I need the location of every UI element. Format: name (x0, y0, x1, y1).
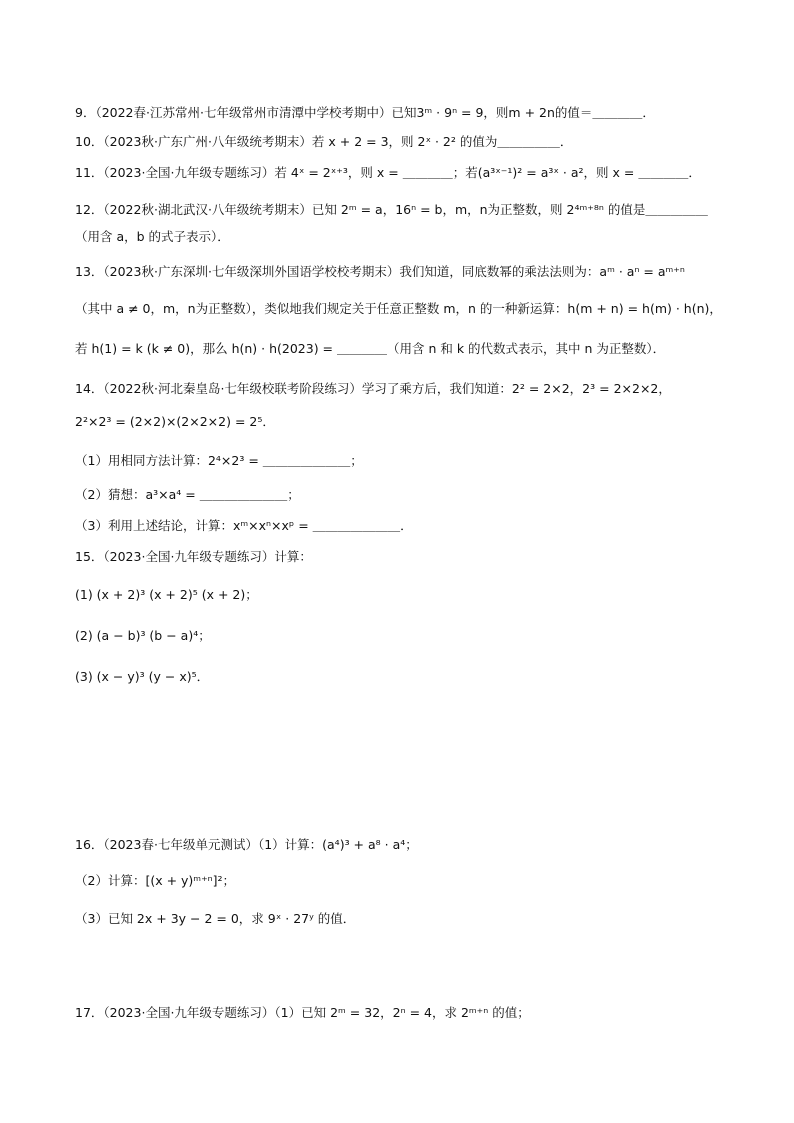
problem-13-line-1: 13．（2023秋·广东深圳·七年级深圳外国语学校校考期末）我们知道，同底数幂的乘法法则为：aᵐ · aⁿ = aᵐ⁺ⁿ (75, 264, 685, 279)
problem-15-part-1: (1) (x + 2)³ (x + 2)⁵ (x + 2)； (75, 587, 258, 602)
problem-14-line-1: 14．（2022秋·河北秦皇岛·七年级校联考阶段练习）学习了乘方后，我们知道：2² = 2×2，2³ = 2×2×2， (75, 381, 671, 396)
problem-16-part-1: 16．（2023春·七年级单元测试）（1）计算：(a⁴)³ + a⁸ · a⁴； (75, 837, 418, 852)
problem-15-part-2: (2) (a − b)³ (b − a)⁴； (75, 628, 211, 643)
problem-12-line-1: 12．（2022秋·湖北武汉·八年级统考期末）已知 2ᵐ = a，16ⁿ = b，m，n为正整数，则 2⁴ᵐ⁺⁸ⁿ 的值是＿＿＿＿＿ (75, 202, 708, 217)
problem-13-line-2: （其中 a ≠ 0，m，n为正整数），类似地我们规定关于任意正整数 m，n 的一种新运算：h(m + n) = h(m) · h(n)， (75, 301, 722, 316)
problem-10: 10．（2023秋·广东广州·八年级统考期末）若 x + 2 = 3，则 2ˣ · 2² 的值为＿＿＿＿＿． (75, 134, 573, 149)
problem-14-part-2: （2）猜想：a³×a⁴ = ＿＿＿＿＿＿＿； (75, 487, 300, 502)
problem-15-title: 15．（2023·全国·九年级专题练习）计算： (75, 549, 312, 564)
problem-16-part-3: （3）已知 2x + 3y − 2 = 0，求 9ˣ · 27ʸ 的值． (75, 911, 356, 926)
problem-12-line-2: （用含 a，b 的式子表示）． (75, 229, 230, 244)
problem-16-part-2: （2）计算：[(x + y)ᵐ⁺ⁿ]²； (75, 873, 236, 888)
problem-9: 9．（2022春·江苏常州·七年级常州市清潭中学校考期中）已知3ᵐ · 9ⁿ = 9，则m + 2n的值＝＿＿＿＿． (75, 105, 655, 120)
problem-14-line-2: 2²×2³ = (2×2)×(2×2×2) = 2⁵． (75, 414, 275, 429)
problem-14-part-3: （3）利用上述结论，计算：xᵐ×xⁿ×xᵖ = ＿＿＿＿＿＿＿． (75, 518, 413, 533)
problem-13-line-3: 若 h(1) = k (k ≠ 0)，那么 h(n) · h(2023) = ＿＿＿＿（用含 n 和 k 的代数式表示，其中 n 为正整数）． (75, 341, 666, 356)
problem-14-part-1: （1）用相同方法计算：2⁴×2³ = ＿＿＿＿＿＿＿； (75, 453, 363, 468)
problem-15-part-3: (3) (x − y)³ (y − x)⁵． (75, 669, 210, 684)
problem-11: 11．（2023·全国·九年级专题练习）若 4ˣ = 2ˣ⁺³，则 x = ＿＿＿＿；若(a³ˣ⁻¹)² = a³ˣ · a²，则 x = ＿＿＿＿． (75, 165, 701, 180)
problem-17-part-1: 17．（2023·全国·九年级专题练习）（1）已知 2ᵐ = 32，2ⁿ = 4，求 2ᵐ⁺ⁿ 的值； (75, 1005, 530, 1020)
